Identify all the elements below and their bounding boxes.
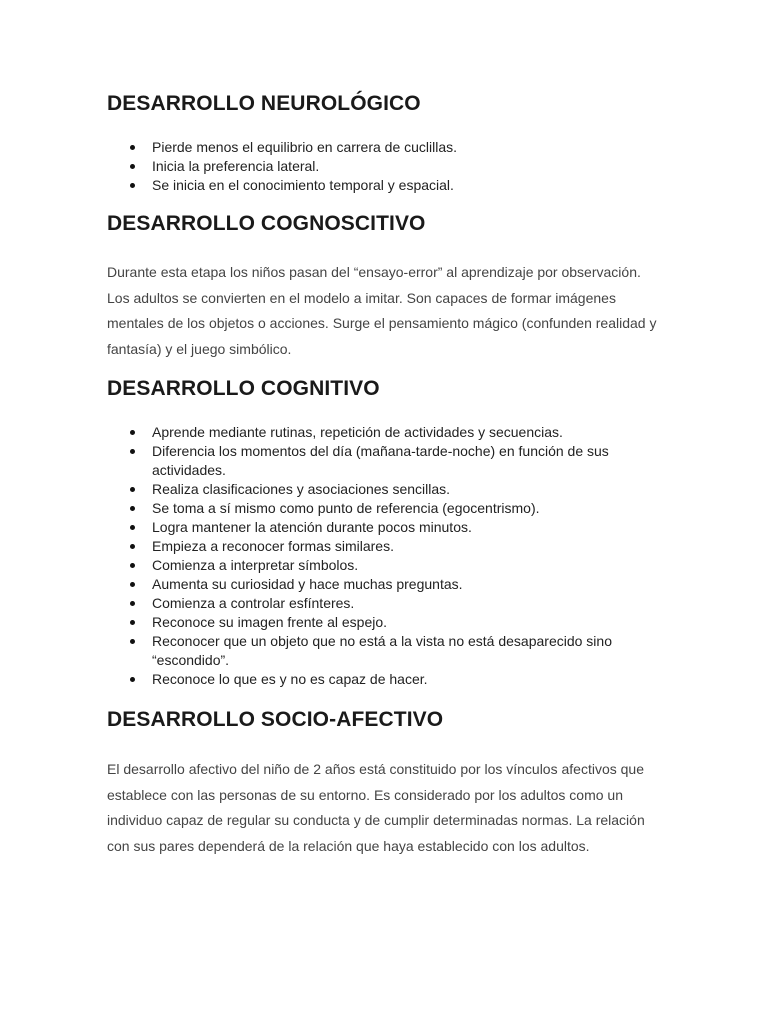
list-item: Aumenta su curiosidad y hace muchas preguntas. bbox=[107, 575, 667, 594]
list-item: Comienza a controlar esfínteres. bbox=[107, 594, 667, 613]
list-item: Realiza clasificaciones y asociaciones sencillas. bbox=[107, 480, 667, 499]
list-item: Se inicia en el conocimiento temporal y espacial. bbox=[107, 176, 667, 195]
list-item: Diferencia los momentos del día (mañana-tarde-noche) en función de sus actividades. bbox=[107, 442, 667, 480]
section-title-cognoscitivo: DESARROLLO COGNOSCITIVO bbox=[107, 212, 426, 235]
list-item: Aprende mediante rutinas, repetición de actividades y secuencias. bbox=[107, 423, 667, 442]
cognitivo-list bbox=[107, 423, 667, 689]
list-item: Se toma a sí mismo como punto de referencia (egocentrismo). bbox=[107, 499, 667, 518]
section-title-neurologico: DESARROLLO NEUROLÓGICO bbox=[107, 92, 421, 115]
list-item: Reconoce lo que es y no es capaz de hacer. bbox=[107, 670, 667, 689]
list-item: Reconocer que un objeto que no está a la vista no está desaparecido sino “escondido”. bbox=[107, 632, 667, 670]
list-item: Pierde menos el equilibrio en carrera de cuclillas. bbox=[107, 138, 667, 157]
list-item: Inicia la preferencia lateral. bbox=[107, 157, 667, 176]
document-page bbox=[107, 88, 667, 860]
list-item: Empieza a reconocer formas similares. bbox=[107, 537, 667, 556]
neurologico-list bbox=[107, 138, 667, 195]
list-item: Comienza a interpretar símbolos. bbox=[107, 556, 667, 575]
list-item: Reconoce su imagen frente al espejo. bbox=[107, 613, 667, 632]
socio-afectivo-paragraph: El desarrollo afectivo del niño de 2 años está constituido por los vínculos afectivos que establece con las personas de su entorno. Es considerado por los adultos como un individuo capaz de regular su conducta y de cumplir determinadas normas. La relación con sus pares dependerá de la relación que haya establecido con los adultos. bbox=[107, 760, 645, 854]
cognoscitivo-paragraph: Durante esta etapa los niños pasan del “ensayo-error” al aprendizaje por observación. Los adultos se convierten en el modelo a imitar. Son capaces de formar imágenes mentales de los objetos o acciones. Surge el pensamiento mágico (confunden realidad y fantasía) y el juego simbólico. bbox=[107, 264, 657, 358]
section-title-socio-afectivo: DESARROLLO SOCIO-AFECTIVO bbox=[107, 707, 444, 731]
section-title-cognitivo: DESARROLLO COGNITIVO bbox=[107, 376, 380, 400]
list-item: Logra mantener la atención durante pocos minutos. bbox=[107, 518, 667, 537]
